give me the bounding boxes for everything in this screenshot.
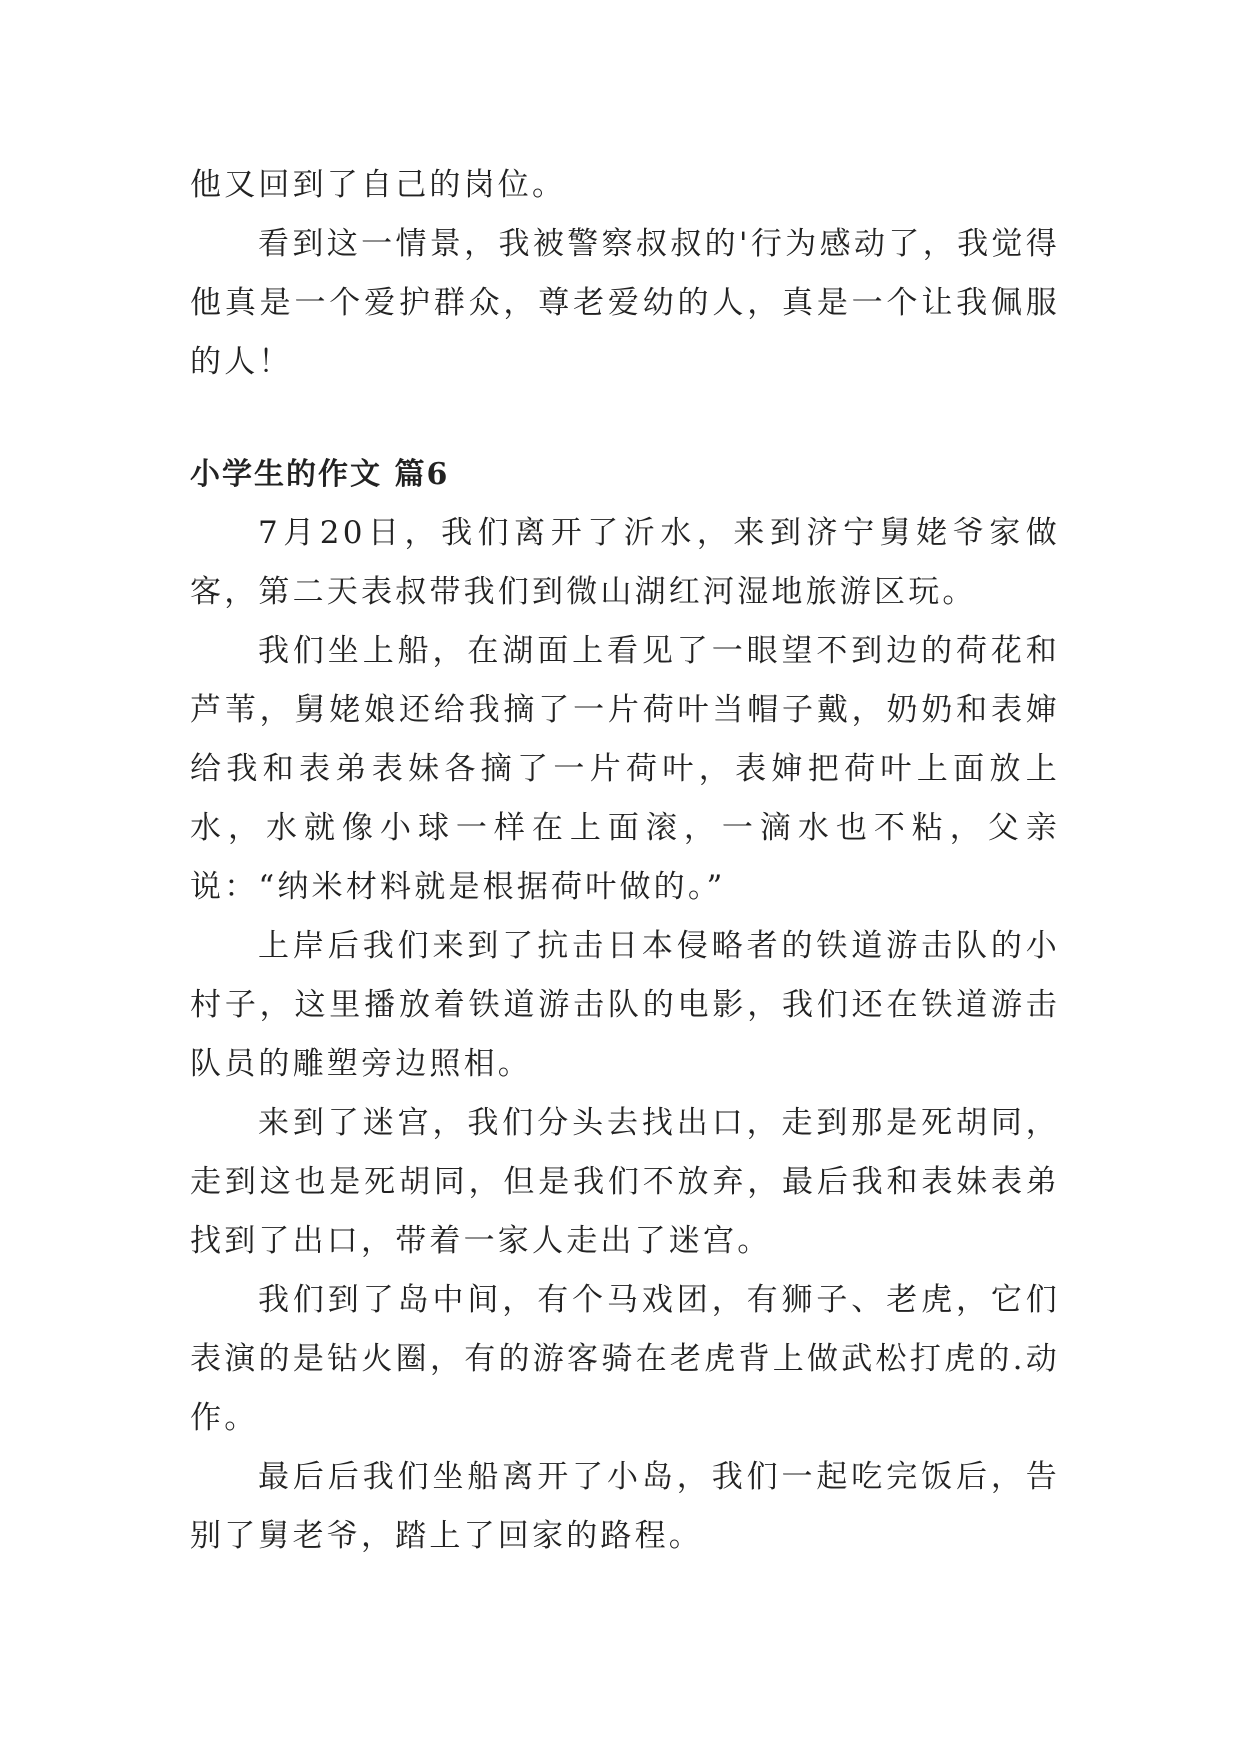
paragraph-conclusion: 看到这一情景，我被警察叔叔的'行为感动了，我觉得他真是一个爱护群众，尊老爱幼的人，真是一个让我佩服的人！: [190, 226, 1060, 380]
paragraph-1: 7月20日，我们离开了沂水，来到济宁舅姥爷家做客，第二天表叔带我们到微山湖红河湿地旅游区玩。: [190, 515, 1060, 610]
section-title: 小学生的作文 篇6: [190, 457, 450, 492]
paragraph-2: 我们坐上船，在湖面上看见了一眼望不到边的荷花和芦苇，舅姥娘还给我摘了一片荷叶当帽子戴，奶奶和表婶给我和表弟表妹各摘了一片荷叶，表婶把荷叶上面放上水，水就像小球一样在上面滚，一滴水也不粘，父亲说：“纳米材料就是根据荷叶做的。”: [190, 633, 1060, 905]
document-body: [190, 156, 1060, 1566]
paragraph-6: 最后后我们坐船离开了小岛，我们一起吃完饭后，告别了舅老爷，踏上了回家的路程。: [190, 1459, 1060, 1554]
paragraph-continuation: 他又回到了自己的岗位。: [190, 167, 567, 203]
paragraph-3: 上岸后我们来到了抗击日本侵略者的铁道游击队的小村子，这里播放着铁道游击队的电影，我们还在铁道游击队员的雕塑旁边照相。: [190, 928, 1060, 1082]
paragraph-5: 我们到了岛中间，有个马戏团，有狮子、老虎，它们表演的是钻火圈，有的游客骑在老虎背上做武松打虎的.动作。: [190, 1282, 1060, 1436]
paragraph-4: 来到了迷宫，我们分头去找出口，走到那是死胡同，走到这也是死胡同，但是我们不放弃，最后我和表妹表弟找到了出口，带着一家人走出了迷宫。: [190, 1105, 1060, 1259]
